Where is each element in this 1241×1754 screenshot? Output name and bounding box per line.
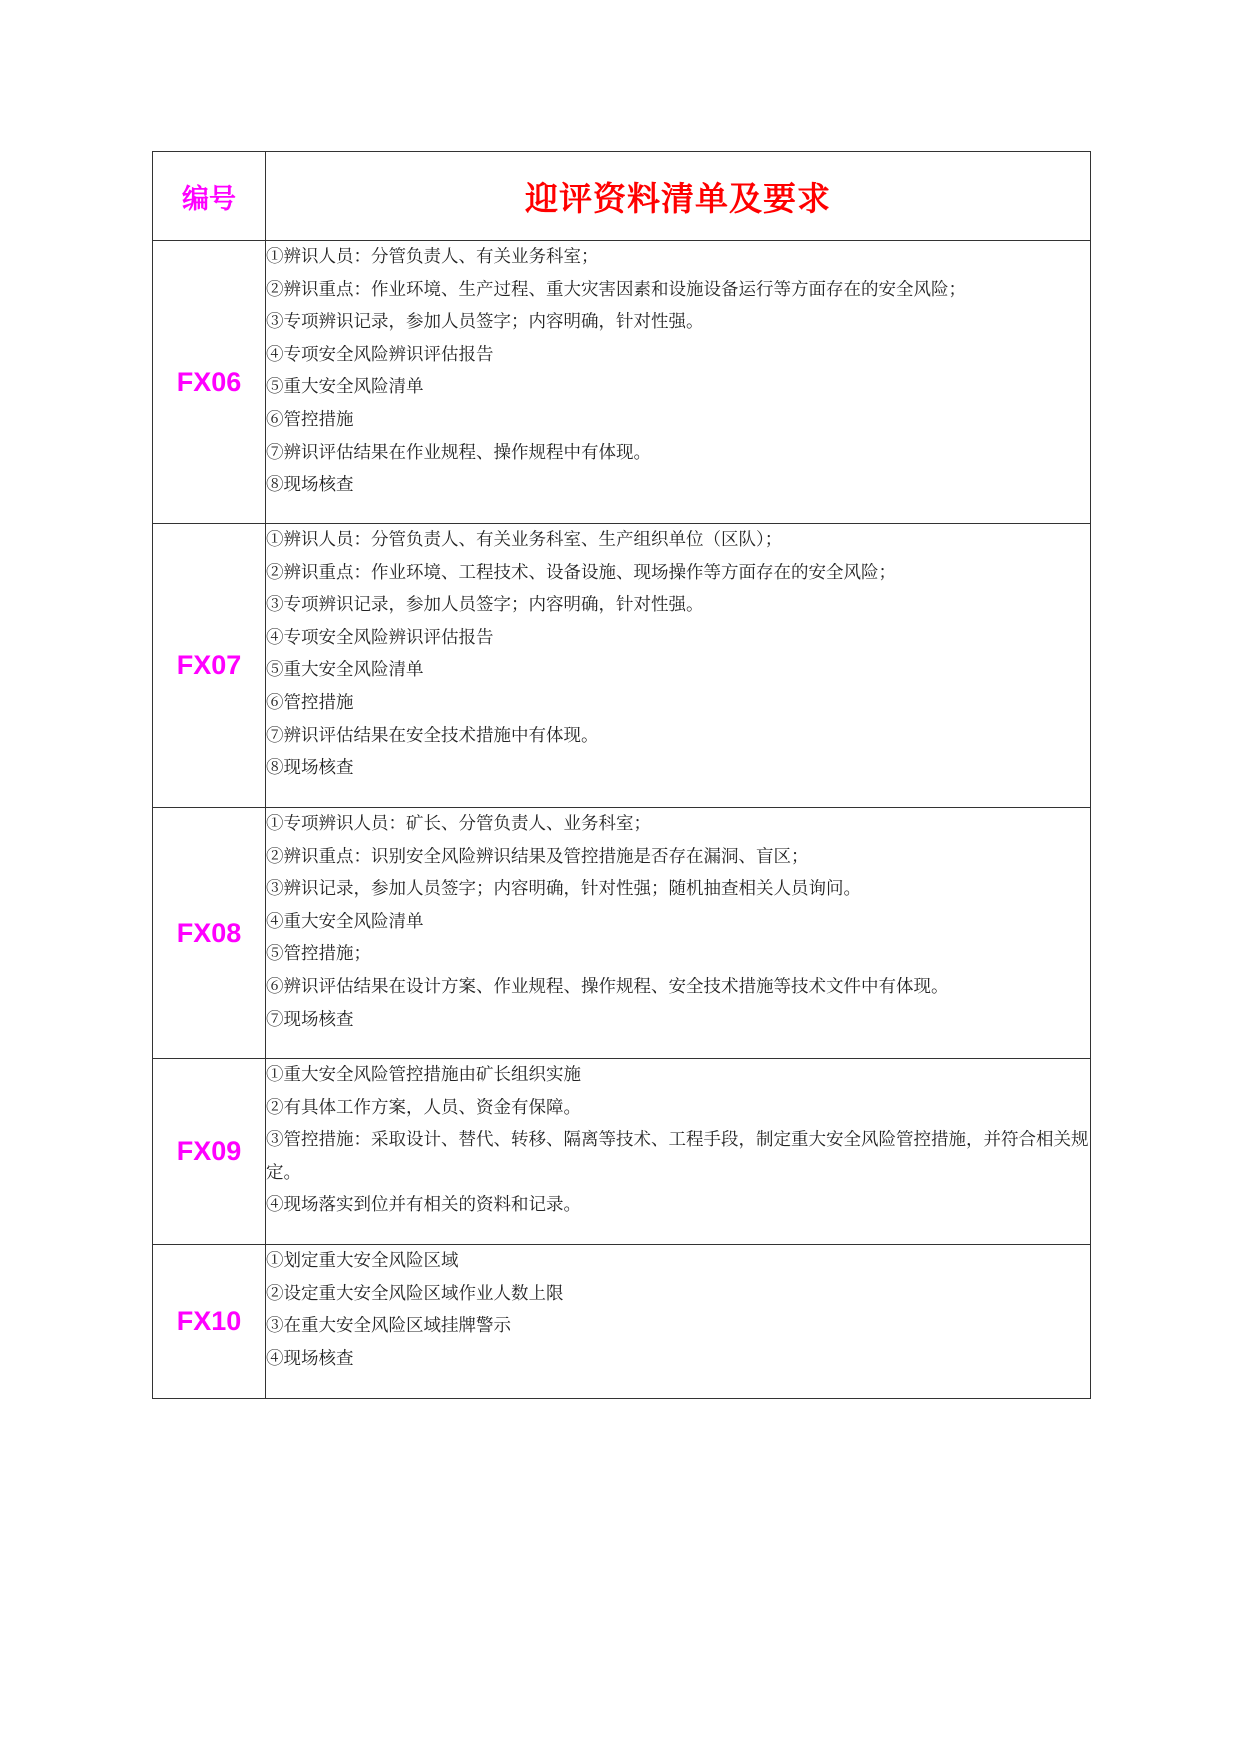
header-row <box>153 152 1091 241</box>
requirement-item: ④专项安全风险辨识评估报告 <box>266 627 494 648</box>
row-code: FX10 <box>153 1245 266 1399</box>
requirement-item: ⑥管控措施 <box>266 692 354 713</box>
requirement-item: ⑥辨识评估结果在设计方案、作业规程、操作规程、安全技术措施等技术文件中有体现。 <box>266 976 949 997</box>
table-row <box>153 524 1091 808</box>
requirement-item: ④现场落实到位并有相关的资料和记录。 <box>266 1195 581 1216</box>
requirement-item: ①划定重大安全风险区域 <box>266 1251 459 1271</box>
requirement-item: ③专项辨识记录，参加人员签字；内容明确，针对性强。 <box>266 595 704 616</box>
requirement-item: ⑦现场核查 <box>266 1009 354 1030</box>
requirement-item: ①辨识人员：分管负责人、有关业务科室； <box>266 247 599 267</box>
requirement-item: ②辨识重点：作业环境、生产过程、重大灾害因素和设施设备运行等方面存在的安全风险； <box>266 279 966 300</box>
row-code: FX08 <box>153 808 266 1059</box>
row-code: FX06 <box>153 241 266 524</box>
row-requirements <box>266 241 1091 524</box>
table-row <box>153 1059 1091 1245</box>
requirement-item: ③专项辨识记录，参加人员签字；内容明确，针对性强。 <box>266 312 704 333</box>
requirement-item: ⑧现场核查 <box>266 475 354 496</box>
row-requirements <box>266 808 1091 1059</box>
requirement-item: ③在重大安全风险区域挂牌警示 <box>266 1316 511 1337</box>
header-code-label: 编号 <box>153 152 266 241</box>
requirement-item: ⑦辨识评估结果在安全技术措施中有体现。 <box>266 725 599 746</box>
requirement-item: ⑦辨识评估结果在作业规程、操作规程中有体现。 <box>266 442 651 463</box>
requirement-item: ④重大安全风险清单 <box>266 911 424 932</box>
row-requirements <box>266 1059 1091 1245</box>
row-code: FX09 <box>153 1059 266 1245</box>
requirement-item: ⑧现场核查 <box>266 758 354 779</box>
requirement-item: ④现场核查 <box>266 1348 354 1369</box>
requirement-item: ③管控措施：采取设计、替代、转移、隔离等技术、工程手段，制定重大安全风险管控措施，并符合相关规定。 <box>266 1130 1089 1183</box>
header-title: 迎评资料清单及要求 <box>266 152 1091 241</box>
requirement-item: ②辨识重点：识别安全风险辨识结果及管控措施是否存在漏洞、盲区； <box>266 846 809 867</box>
requirements-table <box>152 151 1091 1399</box>
requirement-item: ④专项安全风险辨识评估报告 <box>266 344 494 365</box>
table-row <box>153 241 1091 524</box>
table-row <box>153 808 1091 1059</box>
requirement-item: ①辨识人员：分管负责人、有关业务科室、生产组织单位（区队）； <box>266 530 783 550</box>
requirement-item: ⑤管控措施； <box>266 944 371 965</box>
requirement-item: ②辨识重点：作业环境、工程技术、设备设施、现场操作等方面存在的安全风险； <box>266 562 896 583</box>
requirement-item: ①专项辨识人员：矿长、分管负责人、业务科室； <box>266 814 651 834</box>
requirement-item: ⑥管控措施 <box>266 409 354 430</box>
requirement-item: ②有具体工作方案，人员、资金有保障。 <box>266 1097 581 1118</box>
row-code: FX07 <box>153 524 266 808</box>
requirement-item: ③辨识记录，参加人员签字；内容明确，针对性强；随机抽查相关人员询问。 <box>266 879 861 900</box>
table-row <box>153 1245 1091 1399</box>
row-requirements <box>266 524 1091 808</box>
row-requirements <box>266 1245 1091 1399</box>
requirement-item: ⑤重大安全风险清单 <box>266 660 424 681</box>
requirement-item: ②设定重大安全风险区域作业人数上限 <box>266 1283 564 1304</box>
requirement-item: ⑤重大安全风险清单 <box>266 377 424 398</box>
requirement-item: ①重大安全风险管控措施由矿长组织实施 <box>266 1065 581 1085</box>
